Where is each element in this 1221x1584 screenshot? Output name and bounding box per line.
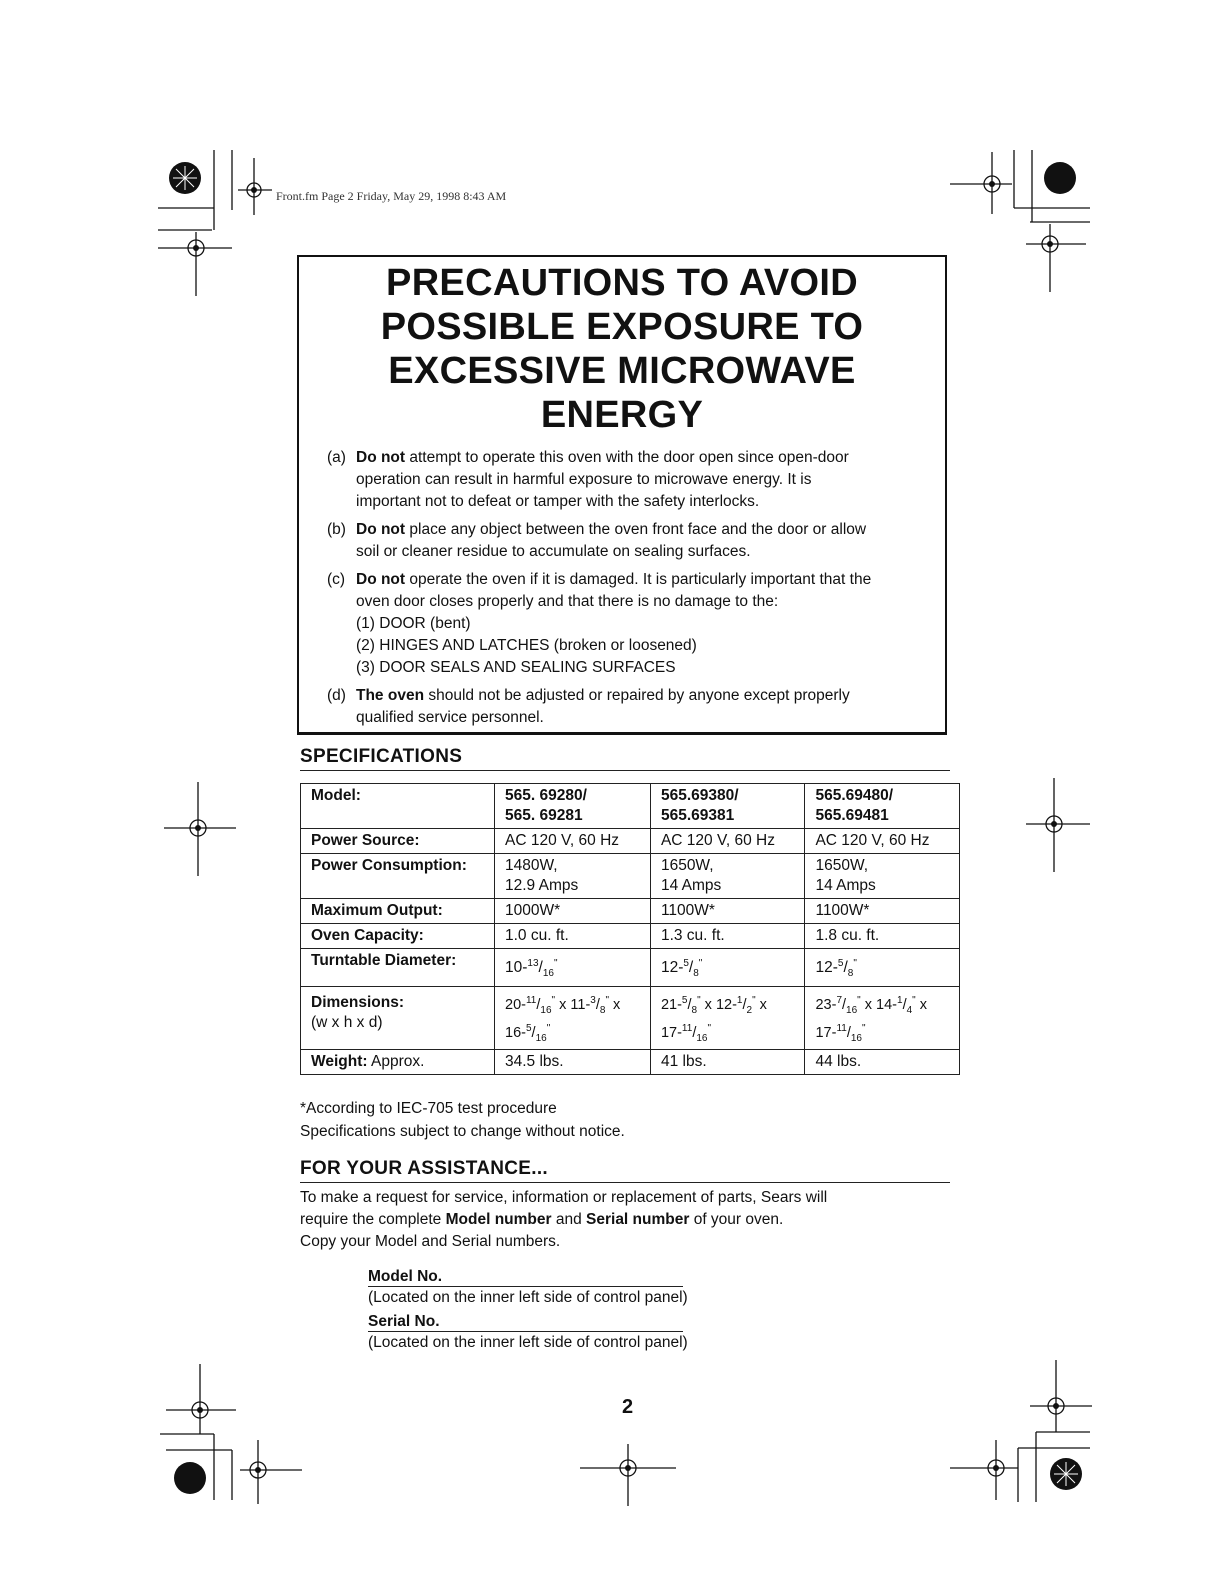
precaution-item-a [327,447,937,513]
precaution-item-b [327,519,937,563]
item-lead: Do not [356,521,406,538]
table-cell: 565.69380/ 565.69381 [650,784,805,829]
spec-footnote: *According to IEC-705 test procedure [300,1100,557,1117]
table-row [301,949,960,987]
item-text: attempt to operate this oven with the door open since open-door [405,449,849,466]
table-cell: $12-^5/_8^"$ [650,949,805,987]
table-row [301,784,960,829]
item-label: (b) [327,521,346,538]
table-cell: 44 lbs. [805,1050,960,1075]
table-row [301,854,960,899]
table-cell: 1480W, 12.9 Amps [495,854,651,899]
table-cell: 1650W, 14 Amps [805,854,960,899]
table-cell: 34.5 lbs. [495,1050,651,1075]
table-cell: $10-^{13}/_{16}^"$ [495,949,651,987]
table-cell: $23-^7/_{16}^"$ x $14-^1/_4^"$ x $17-^{11}/_{16}^"$ [805,987,960,1050]
table-cell: AC 120 V, 60 Hz [495,829,651,854]
spec-notice: Specifications subject to change without notice. [300,1123,625,1140]
item-lead: Do not [356,449,406,466]
precautions-box [297,255,947,735]
table-cell: 1.3 cu. ft. [650,924,805,949]
item-text: important not to defeat or tamper with the safety interlocks. [356,493,760,510]
item-label: (c) [327,571,346,588]
table-cell: 565. 69280/ 565. 69281 [495,784,651,829]
item-label: (a) [327,449,346,466]
title-line-3: EXCESSIVE MICROWAVE [388,350,856,392]
item-label: (d) [327,687,346,704]
table-cell: 41 lbs. [650,1050,805,1075]
item-text: place any object between the oven front face and the door or allow [405,521,867,538]
row-label: Turntable Diameter: [301,949,495,987]
item-text: oven door closes properly and that there is no damage to the: [356,593,779,610]
serial-number-label: Serial No. [368,1313,440,1330]
table-cell: $20-^{11}/_{16}^"$ x $11-^3/_8^"$ x $16-^5/_{16}^"$ [495,987,651,1050]
table-cell: $12-^5/_8^"$ [805,949,960,987]
serial-number-note: (Located on the inner left side of control panel) [368,1334,688,1351]
table-row [301,899,960,924]
table-row [301,987,960,1050]
table-row [301,1050,960,1075]
file-info-header: Front.fm Page 2 Friday, May 29, 1998 8:43 AM [276,189,507,203]
item-subtext: (3) DOOR SEALS AND SEALING SURFACES [356,659,676,676]
table-row [301,829,960,854]
assistance-line: require the complete Model number and Serial number of your oven. [300,1211,784,1228]
row-label: Model: [301,784,495,829]
table-cell: 1.8 cu. ft. [805,924,960,949]
assistance-line: Copy your Model and Serial numbers. [300,1233,561,1250]
item-text: should not be adjusted or repaired by anyone except properly [424,687,850,704]
table-cell: 1000W* [495,899,651,924]
item-text: operate the oven if it is damaged. It is particularly important that the [405,571,872,588]
row-label: Power Source: [301,829,495,854]
model-number-field[interactable] [368,1268,688,1309]
precaution-item-d [327,685,937,729]
assistance-line: To make a request for service, information or replacement of parts, Sears will [300,1189,828,1206]
title-line-4: ENERGY [540,394,704,436]
specifications-heading: SPECIFICATIONS [300,746,950,771]
table-cell: 1650W, 14 Amps [650,854,805,899]
precaution-item-c [327,569,937,679]
table-cell: 565.69480/ 565.69481 [805,784,960,829]
assistance-heading: FOR YOUR ASSISTANCE... [300,1158,950,1183]
item-text: soil or cleaner residue to accumulate on sealing surfaces. [356,543,751,560]
assistance-text [300,1187,960,1253]
row-label: Weight: Approx. [301,1050,495,1075]
table-cell: $21-^5/_8^"$ x $12-^1/_2^"$ x $17-^{11}/_{16}^"$ [650,987,805,1050]
precautions-title [299,261,945,437]
table-cell: 1100W* [805,899,960,924]
item-subtext: (2) HINGES AND LATCHES (broken or loosened) [356,637,697,654]
item-lead: Do not [356,571,406,588]
serial-number-field[interactable] [368,1313,688,1354]
row-label: Power Consumption: [301,854,495,899]
table-cell: 1100W* [650,899,805,924]
model-number-note: (Located on the inner left side of control panel) [368,1289,688,1306]
row-label: Oven Capacity: [301,924,495,949]
precautions-list [327,447,937,735]
table-cell: AC 120 V, 60 Hz [805,829,960,854]
page-number: 2 [622,1396,634,1418]
item-subtext: (1) DOOR (bent) [356,615,471,632]
table-cell: 1.0 cu. ft. [495,924,651,949]
table-cell: AC 120 V, 60 Hz [650,829,805,854]
table-row [301,924,960,949]
model-number-label: Model No. [368,1268,443,1285]
title-line-2: POSSIBLE EXPOSURE TO [380,306,864,348]
item-lead: The oven [356,687,425,704]
row-label: Dimensions: (w x h x d) [301,987,495,1050]
specifications-table [300,783,960,1075]
title-line-1: PRECAUTIONS TO AVOID [386,262,858,304]
item-text: qualified service personnel. [356,709,544,726]
item-text: operation can result in harmful exposure to microwave energy. It is [356,471,812,488]
row-label: Maximum Output: [301,899,495,924]
